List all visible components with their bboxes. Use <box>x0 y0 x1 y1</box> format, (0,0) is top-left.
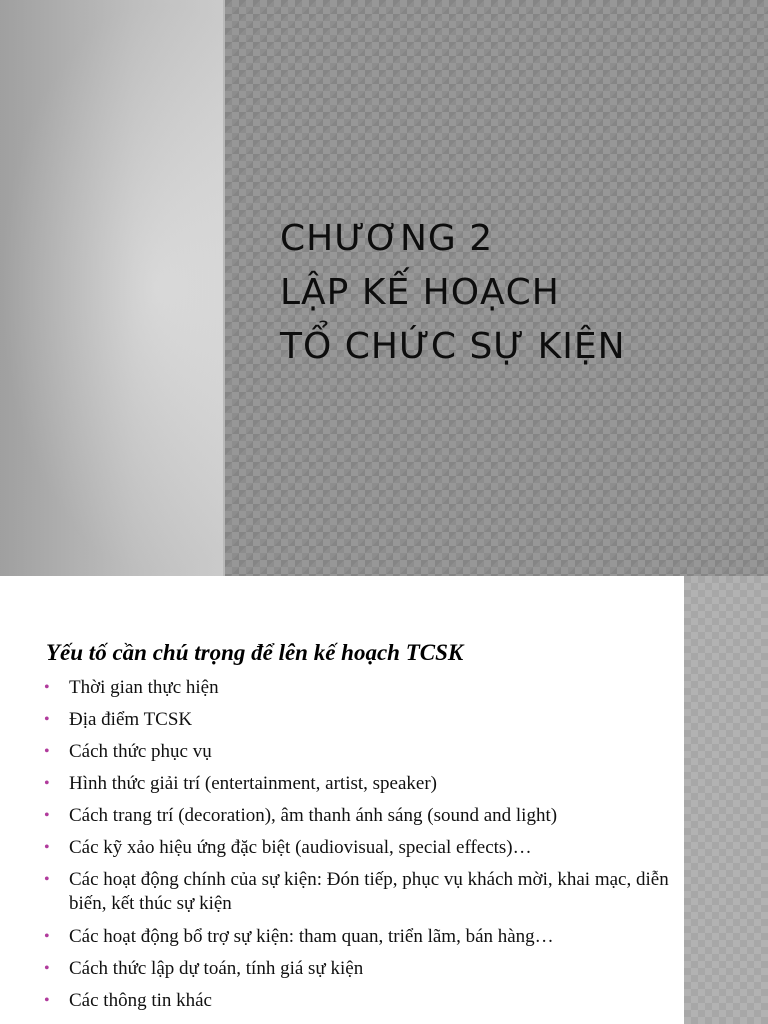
bullet-icon: • <box>44 807 50 824</box>
slide-title <box>280 212 750 374</box>
bullet-icon: • <box>44 775 50 792</box>
bullet-icon: • <box>44 992 50 1009</box>
list-item <box>44 772 684 796</box>
list-item <box>44 868 684 916</box>
bullet-icon: • <box>44 679 50 696</box>
list-item-text: Các hoạt động chính của sự kiện: Đón tiếp, phục vụ khách mời, khai mạc, diễn biến, kết thúc sự kiện <box>69 869 669 914</box>
content-slide <box>0 576 768 1024</box>
list-item <box>44 740 684 764</box>
list-item-text: Hình thức giải trí (entertainment, artist, speaker) <box>69 773 438 794</box>
list-item <box>44 708 684 732</box>
title-line-1: CHƯƠNG 2 <box>280 218 494 259</box>
list-item-text: Cách thức phục vụ <box>69 741 212 762</box>
list-item <box>44 957 684 981</box>
list-item-text: Cách thức lập dự toán, tính giá sự kiện <box>69 958 364 979</box>
list-item-text: Địa điểm TCSK <box>69 709 193 730</box>
list-item <box>44 925 684 949</box>
list-item-text: Thời gian thực hiện <box>69 677 219 698</box>
bullet-icon: • <box>44 711 50 728</box>
list-item-text: Các kỹ xảo hiệu ứng đặc biệt (audiovisual, special effects)… <box>69 837 532 858</box>
list-item-text: Cách trang trí (decoration), âm thanh ánh sáng (sound and light) <box>69 805 558 826</box>
list-item-text: Các thông tin khác <box>69 990 212 1011</box>
title-line-3: TỔ CHỨC SỰ KIỆN <box>280 326 626 367</box>
bullet-icon: • <box>44 839 50 856</box>
list-item <box>44 989 684 1013</box>
bullet-icon: • <box>44 743 50 760</box>
list-item-text: Các hoạt động bổ trợ sự kiện: tham quan, triển lãm, bán hàng… <box>69 926 554 947</box>
title-slide-left-panel <box>0 0 225 576</box>
list-item <box>44 676 684 700</box>
list-item <box>44 804 684 828</box>
content-heading: Yếu tố cần chú trọng để lên kế hoạch TCSK <box>46 640 464 665</box>
bullet-icon: • <box>44 871 50 888</box>
bullet-icon: • <box>44 928 50 945</box>
bullet-icon: • <box>44 960 50 977</box>
bullet-list <box>44 676 684 1021</box>
content-slide-patterned-strip <box>684 576 768 1024</box>
left-panel-shade <box>0 0 225 576</box>
list-item <box>44 836 684 860</box>
title-line-2: LẬP KẾ HOẠCH <box>280 272 560 313</box>
